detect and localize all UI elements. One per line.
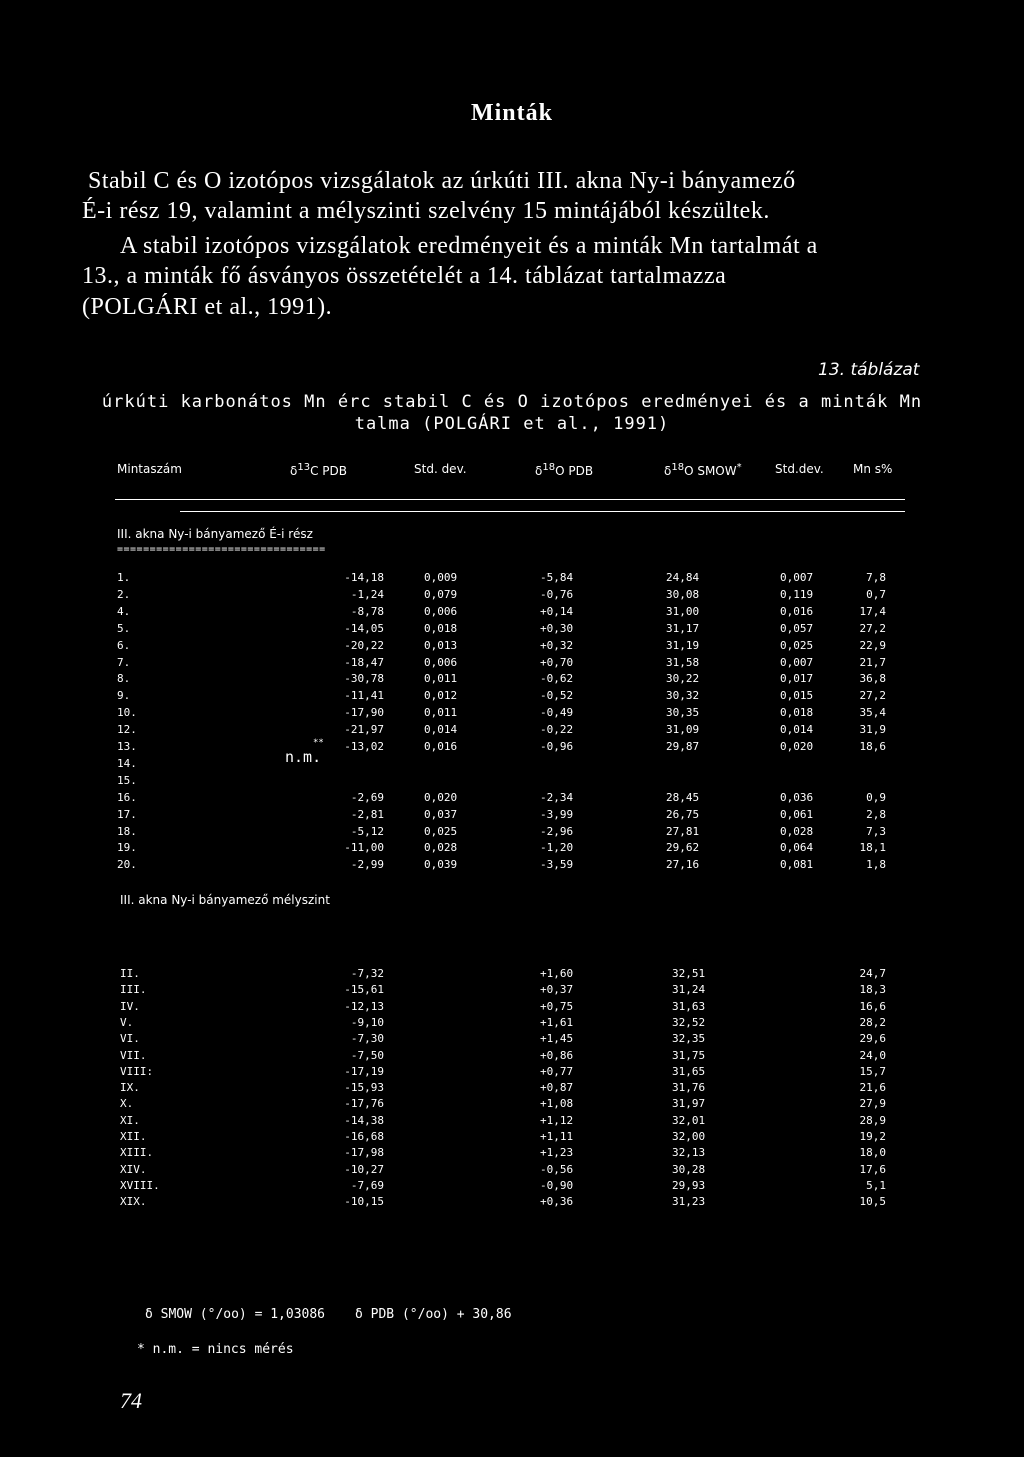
cell-mn: 24,7 <box>859 967 886 980</box>
cell-mn: 17,4 <box>859 605 886 618</box>
cell-mn: 29,6 <box>859 1032 886 1045</box>
cell-d18o-smow: 32,52 <box>672 1016 706 1029</box>
row-sample-id: X. <box>120 1097 134 1110</box>
cell-mn: 36,8 <box>859 672 886 685</box>
cell-d18o-smow: 32,00 <box>672 1130 706 1143</box>
footnote-line: δ PDB (°/oo) + 30,86 <box>355 1307 512 1322</box>
cell-std-dev: 0,037 <box>424 808 458 821</box>
row-sample-id: VI. <box>120 1032 140 1045</box>
cell-d18o-smow: 30,08 <box>666 588 700 601</box>
cell-d13c-pdb: -14,05 <box>344 622 384 635</box>
row-sample-id: 5. <box>117 622 131 635</box>
cell-mn: 10,5 <box>859 1195 886 1208</box>
cell-mn: 16,6 <box>859 1000 886 1013</box>
cell-d18o-pdb: +0,70 <box>540 656 574 669</box>
cell-d13c-pdb: -1,24 <box>350 588 384 601</box>
cell-d18o-pdb: -0,22 <box>540 723 574 736</box>
page-number: 74 <box>120 1388 142 1413</box>
cell-std-dev: 0,013 <box>424 639 458 652</box>
cell-std-dev: 0,016 <box>424 740 458 753</box>
cell-d18o-pdb: +1,11 <box>540 1130 574 1143</box>
cell-d18o-smow: 27,81 <box>666 825 700 838</box>
row-sample-id: 15. <box>117 774 137 787</box>
cell-d18o-pdb: -3,59 <box>540 858 574 871</box>
row-sample-id: 9. <box>117 689 131 702</box>
cell-mn: 27,2 <box>859 689 886 702</box>
column-header-sample: Mintaszám <box>117 462 182 476</box>
cell-mn: 19,2 <box>859 1130 886 1143</box>
row-sample-id: XII. <box>120 1130 147 1143</box>
not-measured-mark: ** <box>313 738 324 748</box>
row-sample-id: VIII: <box>120 1065 154 1078</box>
column-header-d18o-smow: $\delta^{18}O$ SMOW* <box>664 462 742 478</box>
cell-mn: 18,1 <box>859 841 886 854</box>
row-sample-id: 7. <box>117 656 131 669</box>
row-sample-id: 17. <box>117 808 137 821</box>
section-underline: ================================ <box>117 544 326 555</box>
cell-std-dev-2: 0,014 <box>780 723 814 736</box>
cell-mn: 0,7 <box>866 588 886 601</box>
cell-d18o-pdb: -2,34 <box>540 791 574 804</box>
cell-mn: 27,9 <box>859 1097 886 1110</box>
row-sample-id: IV. <box>120 1000 140 1013</box>
cell-std-dev: 0,020 <box>424 791 458 804</box>
cell-std-dev-2: 0,007 <box>780 571 814 584</box>
cell-std-dev-2: 0,018 <box>780 706 814 719</box>
row-sample-id: 6. <box>117 639 131 652</box>
cell-std-dev: 0,014 <box>424 723 458 736</box>
cell-d13c-pdb: -20,22 <box>344 639 384 652</box>
cell-d13c-pdb: -17,76 <box>344 1097 384 1110</box>
row-sample-id: VII. <box>120 1049 147 1062</box>
cell-d18o-smow: 26,75 <box>666 808 700 821</box>
cell-d18o-smow: 32,35 <box>672 1032 706 1045</box>
cell-d18o-pdb: +1,60 <box>540 967 574 980</box>
cell-mn: 5,1 <box>866 1179 886 1192</box>
paragraph-line: 13., a minták fő ásványos összetételét a 14. táblázat tartalmazza <box>82 263 727 289</box>
cell-mn: 18,0 <box>859 1146 886 1159</box>
cell-d18o-pdb: -0,90 <box>540 1179 574 1192</box>
cell-d13c-pdb: -9,10 <box>350 1016 384 1029</box>
cell-d18o-smow: 31,17 <box>666 622 700 635</box>
cell-d13c-pdb: -10,27 <box>344 1163 384 1176</box>
row-sample-id: 2. <box>117 588 131 601</box>
cell-d18o-smow: 32,01 <box>672 1114 706 1127</box>
cell-d18o-pdb: +0,75 <box>540 1000 574 1013</box>
cell-mn: 21,6 <box>859 1081 886 1094</box>
cell-d18o-pdb: -5,84 <box>540 571 574 584</box>
cell-std-dev-2: 0,025 <box>780 639 814 652</box>
cell-std-dev-2: 0,028 <box>780 825 814 838</box>
cell-std-dev-2: 0,015 <box>780 689 814 702</box>
cell-std-dev: 0,011 <box>424 706 458 719</box>
cell-d18o-smow: 31,65 <box>672 1065 706 1078</box>
cell-d18o-pdb: +0,37 <box>540 983 574 996</box>
cell-mn: 28,2 <box>859 1016 886 1029</box>
row-sample-id: 12. <box>117 723 137 736</box>
cell-d18o-smow: 28,45 <box>666 791 700 804</box>
cell-d13c-pdb: -15,93 <box>344 1081 384 1094</box>
row-sample-id: IX. <box>120 1081 140 1094</box>
cell-d13c-pdb: -7,50 <box>350 1049 384 1062</box>
column-header-std-dev-2: Std.dev. <box>775 462 824 476</box>
cell-d18o-pdb: -0,56 <box>540 1163 574 1176</box>
cell-d18o-smow: 30,35 <box>666 706 700 719</box>
cell-d13c-pdb: -17,98 <box>344 1146 384 1159</box>
cell-mn: 24,0 <box>859 1049 886 1062</box>
cell-std-dev-2: 0,017 <box>780 672 814 685</box>
table-title-line: talma (POLGÁRI et al., 1991) <box>354 414 670 434</box>
row-sample-id: II. <box>120 967 140 980</box>
cell-d18o-pdb: -0,96 <box>540 740 574 753</box>
cell-d18o-smow: 31,63 <box>672 1000 706 1013</box>
cell-mn: 2,8 <box>866 808 886 821</box>
cell-d13c-pdb: -2,99 <box>350 858 384 871</box>
row-sample-id: 19. <box>117 841 137 854</box>
cell-mn: 1,8 <box>866 858 886 871</box>
cell-d18o-smow: 29,93 <box>672 1179 706 1192</box>
cell-d18o-smow: 31,76 <box>672 1081 706 1094</box>
cell-mn: 27,2 <box>859 622 886 635</box>
cell-mn: 28,9 <box>859 1114 886 1127</box>
cell-mn: 31,9 <box>859 723 886 736</box>
cell-mn: 18,3 <box>859 983 886 996</box>
cell-d18o-smow: 31,19 <box>666 639 700 652</box>
cell-d13c-pdb: -16,68 <box>344 1130 384 1143</box>
row-sample-id: 18. <box>117 825 137 838</box>
cell-std-dev: 0,006 <box>424 656 458 669</box>
row-sample-id: 4. <box>117 605 131 618</box>
column-header-d18o-pdb: $\delta^{18}O$ PDB <box>535 462 594 478</box>
cell-d18o-smow: 31,23 <box>672 1195 706 1208</box>
cell-d18o-pdb: +0,14 <box>540 605 574 618</box>
cell-d18o-smow: 29,87 <box>666 740 700 753</box>
cell-d13c-pdb: -13,02 <box>344 740 384 753</box>
cell-d13c-pdb: -17,19 <box>344 1065 384 1078</box>
cell-d13c-pdb: -10,15 <box>344 1195 384 1208</box>
header-rule <box>115 499 905 500</box>
cell-d18o-smow: 31,09 <box>666 723 700 736</box>
cell-d18o-pdb: -2,96 <box>540 825 574 838</box>
cell-d13c-pdb: -21,97 <box>344 723 384 736</box>
cell-d18o-pdb: -0,49 <box>540 706 574 719</box>
cell-d18o-smow: 31,24 <box>672 983 706 996</box>
cell-std-dev: 0,011 <box>424 672 458 685</box>
cell-d13c-pdb: -14,38 <box>344 1114 384 1127</box>
cell-d13c-pdb: -30,78 <box>344 672 384 685</box>
cell-std-dev-2: 0,036 <box>780 791 814 804</box>
cell-d13c-pdb: -11,00 <box>344 841 384 854</box>
column-header-mn: Mn s% <box>853 462 893 476</box>
cell-d13c-pdb: -14,18 <box>344 571 384 584</box>
cell-d13c-pdb: -15,61 <box>344 983 384 996</box>
cell-mn: 35,4 <box>859 706 886 719</box>
cell-std-dev-2: 0,061 <box>780 808 814 821</box>
cell-std-dev-2: 0,007 <box>780 656 814 669</box>
cell-d13c-pdb: -2,81 <box>350 808 384 821</box>
row-sample-id: XIV. <box>120 1163 147 1176</box>
row-sample-id: XI. <box>120 1114 140 1127</box>
cell-mn: 17,6 <box>859 1163 886 1176</box>
cell-std-dev: 0,012 <box>424 689 458 702</box>
cell-d18o-smow: 31,00 <box>666 605 700 618</box>
cell-d13c-pdb: -5,12 <box>350 825 384 838</box>
cell-d13c-pdb: -7,69 <box>350 1179 384 1192</box>
cell-d18o-smow: 32,51 <box>672 967 706 980</box>
cell-mn: 22,9 <box>859 639 886 652</box>
footnote-line: * n.m. = nincs mérés <box>137 1342 294 1357</box>
paragraph-line: (POLGÁRI et al., 1991). <box>82 294 333 320</box>
page-heading: Minták <box>470 100 553 126</box>
cell-d18o-smow: 27,16 <box>666 858 700 871</box>
row-sample-id: 14. <box>117 757 137 770</box>
row-sample-id: 10. <box>117 706 137 719</box>
cell-mn: 18,6 <box>859 740 886 753</box>
cell-d18o-pdb: +1,23 <box>540 1146 574 1159</box>
row-sample-id: 16. <box>117 791 137 804</box>
cell-d18o-smow: 30,28 <box>672 1163 706 1176</box>
cell-d18o-smow: 29,62 <box>666 841 700 854</box>
row-sample-id: 8. <box>117 672 131 685</box>
cell-d13c-pdb: -7,30 <box>350 1032 384 1045</box>
table-title-line: úrkúti karbonátos Mn érc stabil C és O izotópos eredményei és a minták Mn <box>101 392 923 412</box>
row-sample-id: 20. <box>117 858 137 871</box>
cell-d18o-smow: 31,58 <box>666 656 700 669</box>
cell-std-dev-2: 0,020 <box>780 740 814 753</box>
section-title: III. akna Ny-i bányamező mélyszint <box>120 893 330 907</box>
cell-d13c-pdb: -2,69 <box>350 791 384 804</box>
cell-d18o-pdb: -0,52 <box>540 689 574 702</box>
cell-std-dev-2: 0,057 <box>780 622 814 635</box>
cell-d18o-pdb: +0,36 <box>540 1195 574 1208</box>
cell-d18o-pdb: +0,87 <box>540 1081 574 1094</box>
cell-d13c-pdb: -18,47 <box>344 656 384 669</box>
cell-d13c-pdb: -7,32 <box>350 967 384 980</box>
cell-d18o-pdb: -1,20 <box>540 841 574 854</box>
cell-d18o-smow: 31,75 <box>672 1049 706 1062</box>
row-sample-id: 13. <box>117 740 137 753</box>
cell-mn: 0,9 <box>866 791 886 804</box>
row-sample-id: XVIII. <box>120 1179 160 1192</box>
cell-d18o-smow: 30,32 <box>666 689 700 702</box>
cell-d18o-smow: 31,97 <box>672 1097 706 1110</box>
column-header-d13c-pdb: $\delta^{13}C$ PDB <box>290 462 347 478</box>
cell-d18o-pdb: +1,08 <box>540 1097 574 1110</box>
cell-d18o-pdb: +0,32 <box>540 639 574 652</box>
cell-mn: 21,7 <box>859 656 886 669</box>
cell-std-dev-2: 0,119 <box>780 588 814 601</box>
cell-d18o-pdb: +1,45 <box>540 1032 574 1045</box>
row-sample-id: XIII. <box>120 1146 154 1159</box>
paragraph-line: É-i rész 19, valamint a mélyszinti szelvény 15 mintájából készültek. <box>82 198 770 224</box>
cell-std-dev: 0,018 <box>424 622 458 635</box>
row-sample-id: III. <box>120 983 147 996</box>
paragraph-line: Stabil C és O izotópos vizsgálatok az úrkúti III. akna Ny-i bányamező <box>88 168 796 194</box>
column-header-std-dev: Std. dev. <box>414 462 467 476</box>
cell-d18o-smow: 24,84 <box>666 571 700 584</box>
cell-d18o-pdb: +0,77 <box>540 1065 574 1078</box>
cell-d13c-pdb: -11,41 <box>344 689 384 702</box>
cell-d18o-pdb: -0,76 <box>540 588 574 601</box>
cell-mn: 7,8 <box>866 571 886 584</box>
cell-d18o-pdb: -3,99 <box>540 808 574 821</box>
cell-mn: 7,3 <box>866 825 886 838</box>
cell-d18o-pdb: -0,62 <box>540 672 574 685</box>
cell-d18o-pdb: +0,30 <box>540 622 574 635</box>
header-rule <box>180 511 905 512</box>
cell-mn: 15,7 <box>859 1065 886 1078</box>
not-measured-note: n.m. <box>285 748 322 766</box>
cell-d18o-smow: 30,22 <box>666 672 700 685</box>
cell-d13c-pdb: -12,13 <box>344 1000 384 1013</box>
cell-d18o-smow: 32,13 <box>672 1146 706 1159</box>
cell-std-dev: 0,009 <box>424 571 458 584</box>
cell-std-dev: 0,079 <box>424 588 458 601</box>
table-caption-number: 13. táblázat <box>818 360 920 380</box>
paragraph-line: A stabil izotópos vizsgálatok eredményeit és a minták Mn tartalmát a <box>120 233 818 259</box>
cell-d18o-pdb: +0,86 <box>540 1049 574 1062</box>
cell-std-dev: 0,039 <box>424 858 458 871</box>
row-sample-id: V. <box>120 1016 134 1029</box>
cell-std-dev-2: 0,081 <box>780 858 814 871</box>
row-sample-id: 1. <box>117 571 131 584</box>
cell-std-dev: 0,025 <box>424 825 458 838</box>
cell-d18o-pdb: +1,61 <box>540 1016 574 1029</box>
cell-d13c-pdb: -17,90 <box>344 706 384 719</box>
cell-d13c-pdb: -8,78 <box>350 605 384 618</box>
section-title: III. akna Ny-i bányamező É-i rész <box>117 527 313 541</box>
cell-std-dev-2: 0,016 <box>780 605 814 618</box>
cell-std-dev: 0,028 <box>424 841 458 854</box>
row-sample-id: XIX. <box>120 1195 147 1208</box>
cell-std-dev-2: 0,064 <box>780 841 814 854</box>
cell-std-dev: 0,006 <box>424 605 458 618</box>
footnote-line: δ SMOW (°/oo) = 1,03086 <box>145 1307 326 1322</box>
cell-d18o-pdb: +1,12 <box>540 1114 574 1127</box>
